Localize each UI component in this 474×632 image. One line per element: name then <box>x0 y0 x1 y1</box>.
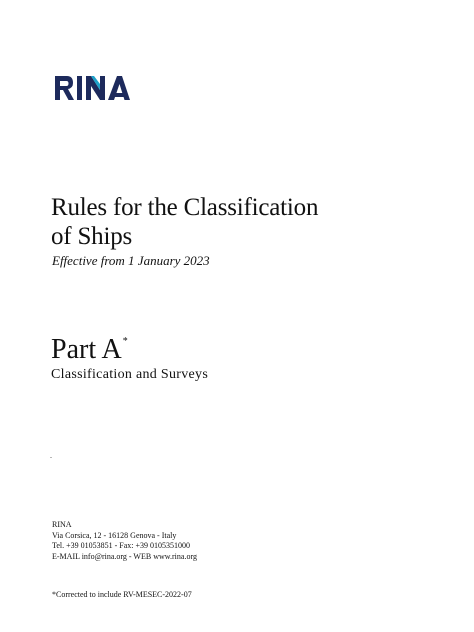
rina-logo <box>53 73 131 103</box>
document-title-line-1: Rules for the Classification <box>51 194 319 221</box>
dot-mark: . <box>50 451 52 460</box>
effective-date: Effective from 1 January 2023 <box>52 253 210 268</box>
part-subtitle: Classification and Surveys <box>51 367 209 382</box>
phone-fax: Tel. +39 01053851 - Fax: +39 0105351000 <box>52 541 191 551</box>
rina-logo-mark <box>53 73 131 103</box>
correction-footnote: *Corrected to include RV-MESEC-2022-07 <box>52 590 192 599</box>
document-title-line-2: of Ships <box>51 223 133 250</box>
part-heading <box>51 334 127 366</box>
part-footnote-marker: * <box>122 336 128 347</box>
part-title: Part A <box>51 334 122 365</box>
email-web: E-MAIL info@rina.org - WEB www.rina.org <box>52 551 197 561</box>
company-name: RINA <box>52 520 72 529</box>
street-address: Via Corsica, 12 - 16128 Genova - Italy <box>52 530 177 540</box>
address-block <box>52 520 197 562</box>
